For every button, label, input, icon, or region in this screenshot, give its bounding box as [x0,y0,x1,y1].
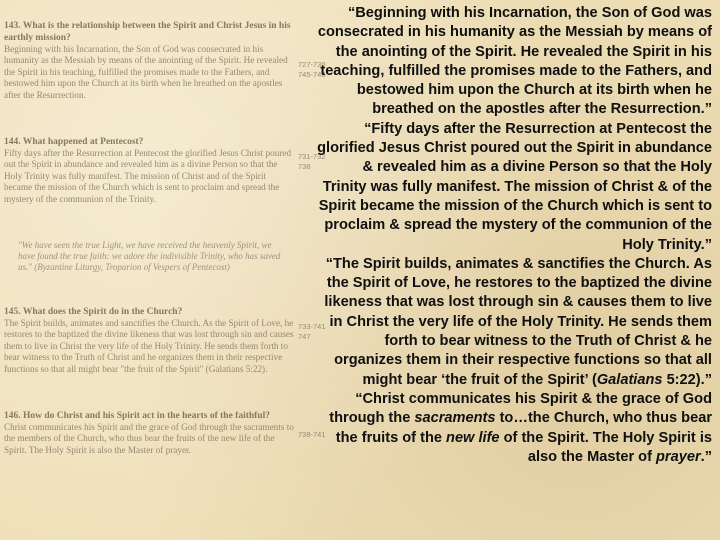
quote-paragraph-4-c: of the Spirit. The Holy Spirit is also the Master of [499,429,712,465]
question-146-heading: 146. How do Christ and his Spirit act in the hearts of the faithful? [4,411,271,421]
answer-146: Christ communicates his Spirit and the grace of God through the sacraments to the members of the Church, who thus bear the fruits of the new life of the Spirit. The Holy Spirit is also the Master of prayer. [4,422,294,455]
quote-paragraph-4 [317,390,712,467]
quote-paragraph-3-end: 5:22).” [662,371,712,388]
quote-paragraph-3 [317,255,712,390]
answer-144: Fifty days after the Resurrection at Pentecost the glorified Jesus Christ poured out the Spirit in abundance and revealed him as a divine Person so that the Holy Trinity was fully manifest. The mission of Christ and of the Spirit became the mission of the Church which is sent to proclaim and spread the mystery of the communion of the Trinity. [4,148,292,204]
quote-paragraph-4-a: “Christ communicates his Spirit & the grace of God through the [329,390,712,427]
new-life-emphasis: new life [446,429,500,446]
question-144-heading: 144. What happened at Pentecost? [4,137,144,147]
quote-paragraph-4-d: .” [700,448,712,465]
question-145-heading: 145. What does the Spirit do in the Church? [4,307,183,317]
answer-143: Beginning with his Incarnation, the Son of God was consecrated in his humanity as the Messiah by means of the anointing of the Spirit. He revealed the Spirit in his teaching, fulfilled the promises made to the Fathers, and bestowed him upon the Church at its birth when he breathed on the apostles after the Resurrection. [4,44,288,100]
quote-paragraph-3-text: “The Spirit builds, animates & sanctifies the Church. As the Spirit of Love, he restores to the baptized the divine likeness that was lost through sin & causes them to live in Christ the very life of the Holy Trinity. He sends them forth to bear witness to the Truth of Christ & he organizes them in their respective functions so that all might bear ‘the fruit of the Spirit’ ( [324,255,712,388]
scanned-catechism-page [0,0,326,540]
quoted-text-column [317,4,712,467]
ref-144: 731-732 738 [298,152,326,171]
ref-145: 733-741 747 [298,322,326,341]
quote-paragraph-4-b: to…the Church, who thus bear the fruits of the [335,410,712,446]
quote-paragraph-1: “Beginning with his Incarnation, the Son of God was consecrated in his humanity as the Messiah by means of the anointing of the Spirit. He revealed the Spirit in his teaching, fulfilled the promises made to the Fathers, and bestowed him upon the Church at its birth when he breathed on the apostles after the Resurrection.” [317,5,712,118]
question-143 [4,20,294,101]
prayer-emphasis: prayer [656,448,701,465]
question-144 [4,136,294,205]
quote-144: "We have seen the true Light, we have received the heavenly Spirit, we have found the true faith: we adore the indivisible Trinity, who has saved us." (Byzantine Liturgy, Troparion of Vespers of Pentecost) [18,240,281,272]
ref-143: 727-730 745-746 [298,60,326,79]
galatians-reference: Galatians [596,371,663,388]
question-143-heading: 143. What is the relationship between the Spirit and Christ Jesus in his earthly mission? [4,21,291,43]
quote-paragraph-2: “Fifty days after the Resurrection at Pentecost the glorified Jesus Christ poured out the Spirit in abundance & revealed him as a divine Person so that the Holy Trinity was fully manifest. The mission of Christ & of the Spirit became the mission of the Church which is sent to proclaim & spread the mystery of the communion of the Holy Trinity.” [317,120,712,253]
answer-145: The Spirit builds, animates and sanctifies the Church. As the Spirit of Love, he restores to the baptized the divine likeness that was lost through sin and causes them to live in Christ the very life of the Holy Trinity. He sends them forth to bear witness to the Truth of Christ and he organizes them in their respective functions so that all might bear "the fruit of the Spirit" (Galatians 5:22). [4,318,294,374]
question-146 [4,410,294,456]
ref-146: 738-741 [298,430,326,439]
question-145 [4,306,294,375]
sacraments-emphasis: sacraments [414,410,496,427]
